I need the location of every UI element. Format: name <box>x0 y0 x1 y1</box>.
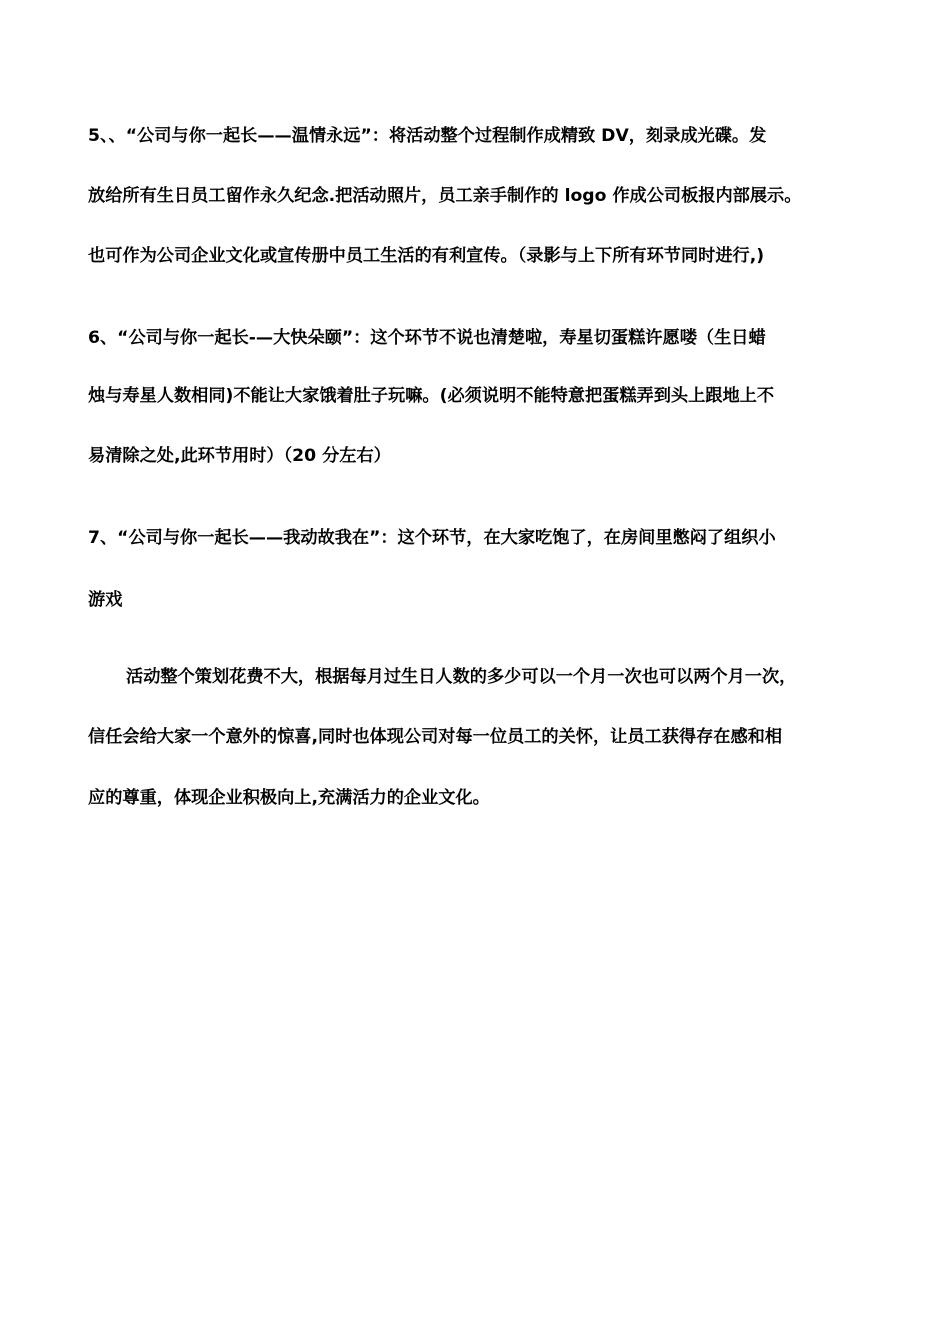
item-5-line-2: 放给所有生日员工留作永久纪念.把活动照片，员工亲手制作的 logo 作成公司板报内部展示。 <box>88 186 802 206</box>
summary-line-1: 活动整个策划花费不大，根据每月过生日人数的多少可以一个月一次也可以两个月一次， <box>126 667 797 687</box>
item-7-line-2: 游戏 <box>88 590 123 610</box>
item-5-line-1: 5、、“公司与你一起长——温情永远”：将活动整个过程制作成精致 DV，刻录成光碟。发 <box>88 126 767 146</box>
item-5-line-3: 也可作为公司企业文化或宣传册中员工生活的有利宣传。（录影与上下所有环节同时进行,) <box>88 246 765 266</box>
summary-line-3: 应的尊重，体现企业积极向上,充满活力的企业文化。 <box>88 788 490 808</box>
item-7-line-1: 7、“公司与你一起长——我动故我在”：这个环节，在大家吃饱了，在房间里憋闷了组织小 <box>88 528 776 548</box>
item-6-line-1: 6、“公司与你一起长-—大快朵颐”：这个环节不说也清楚啦，寿星切蛋糕许愿喽（生日蜡 <box>88 328 766 348</box>
item-6-line-3: 易清除之处,此环节用时）（20 分左右） <box>88 446 391 466</box>
item-6-line-2: 烛与寿星人数相同)不能让大家饿着肚子玩嘛。(必须说明不能特意把蛋糕弄到头上跟地上不 <box>88 386 775 406</box>
summary-line-2: 信任会给大家一个意外的惊喜,同时也体现公司对每一位员工的关怀，让员工获得存在感和相 <box>88 727 783 747</box>
